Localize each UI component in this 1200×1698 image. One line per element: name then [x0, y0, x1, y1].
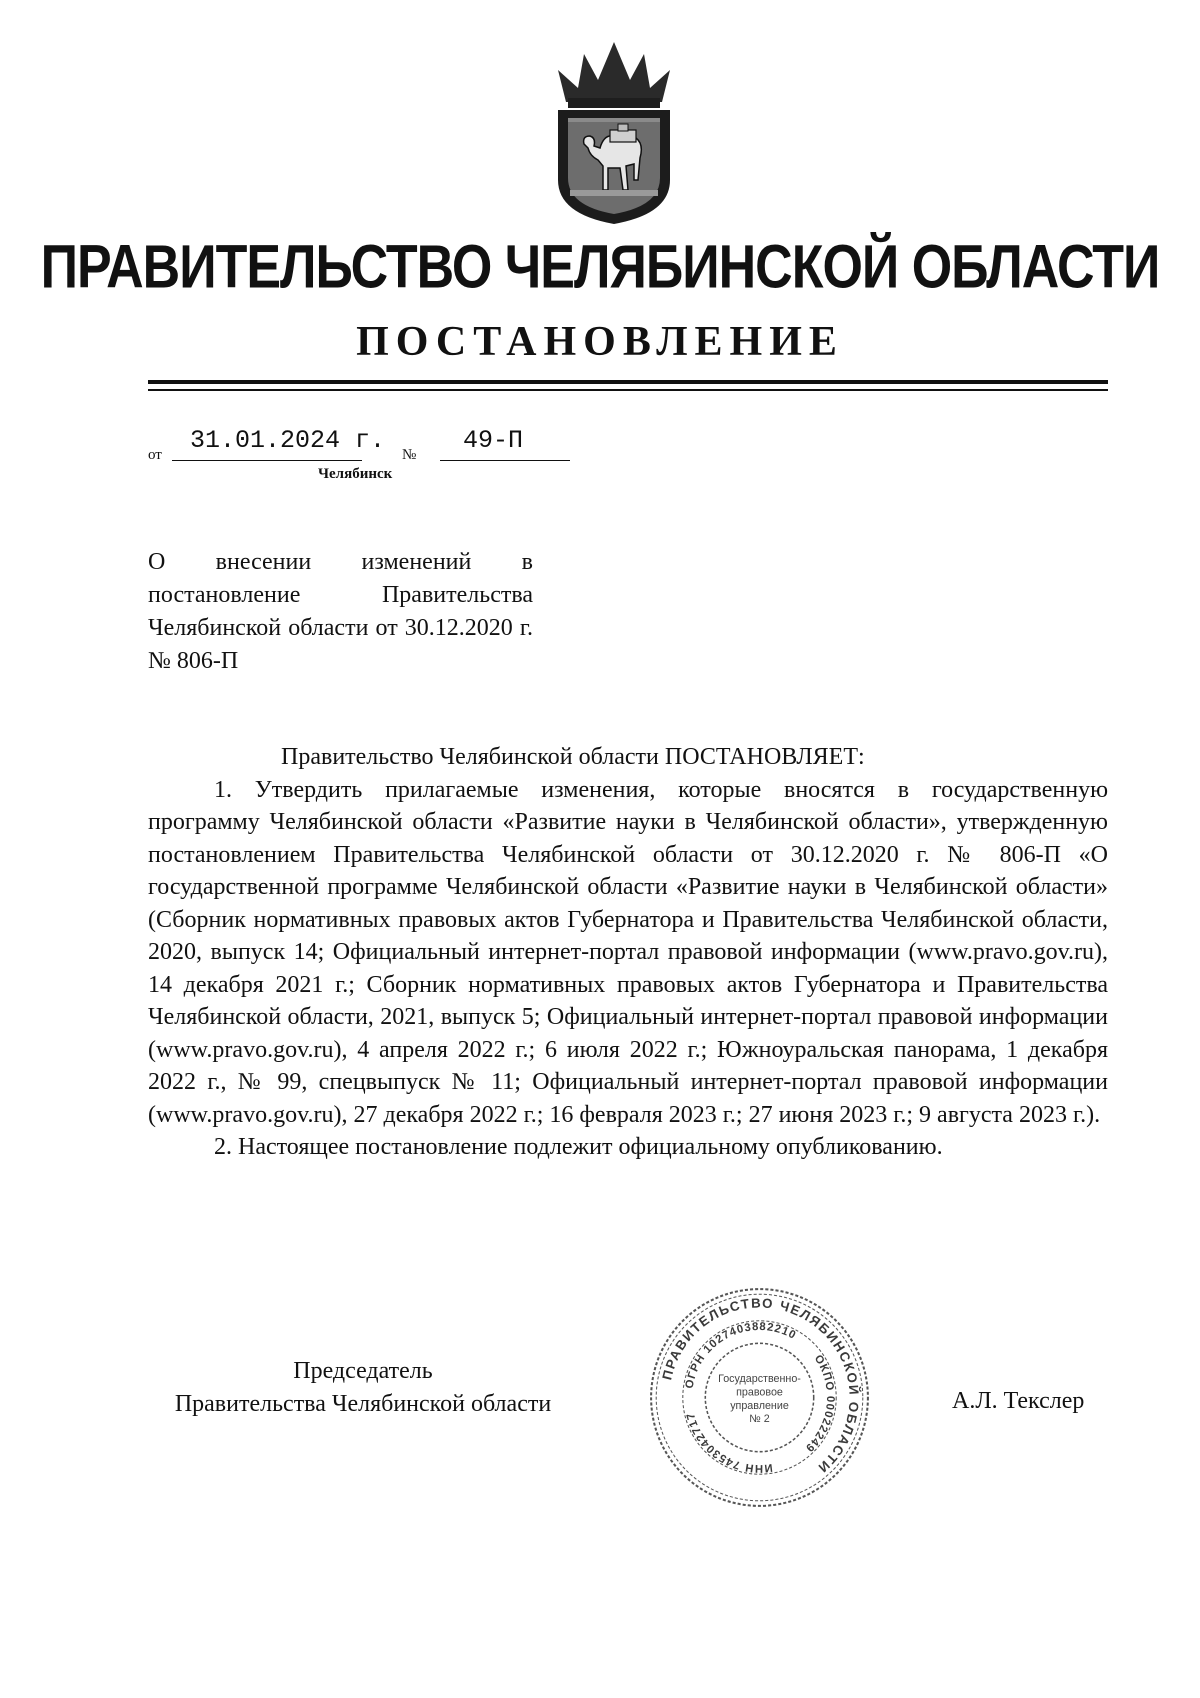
stamp-outer-text: ПРАВИТЕЛЬСТВО ЧЕЛЯБИНСКОЙ ОБЛАСТИ	[659, 1295, 862, 1477]
document-date: 31.01.2024 г.	[190, 426, 386, 455]
coat-of-arms-icon	[548, 40, 680, 226]
number-underline	[440, 460, 570, 461]
document-city: Челябинск	[318, 466, 393, 482]
document-type-title: ПОСТАНОВЛЕНИЕ	[356, 319, 844, 365]
signer-name: А.Л. Текслер	[952, 1388, 1085, 1414]
svg-text:ОКПО 00022249	[802, 1353, 836, 1454]
stamp-ogrn-text: ОГРН 1027403882210	[683, 1320, 799, 1390]
official-seal-stamp	[647, 1285, 872, 1510]
header-rule-thick	[148, 380, 1108, 384]
document-number: 49-П	[463, 426, 524, 455]
header-rule-thin	[148, 389, 1108, 391]
document-subject: О внесении изменений в постановление Правительства Челябинской области от 30.12.2020 г. № 806-П	[148, 549, 533, 674]
date-underline	[172, 460, 362, 461]
clause-1: 1. Утвердить прилагаемые изменения, которые вносятся в государственную программу Челябинской области «Развитие науки в Челябинской области», утвержденную постановлением Правительства Челябинской области от 30.12.2020 г. № 806-П «О государственной программе Челябинской области «Развитие науки в Челябинской области» (Сборник нормативных правовых актов Губернатора и Правительства Челябинской области, 2020, выпуск 14; Официальный интернет-портал правовой информации (www.pravo.gov.ru), 14 декабря 2021 г.; Сборник нормативных правовых актов Губернатора и Правительства Челябинской области, 2021, выпуск 5; Официальный интернет-портал правовой информации (www.pravo.gov.ru), 4 апреля 2022 г.; 6 июля 2022 г.; Южноуральская панорама, 1 декабря 2022 г., № 99, спецвыпуск № 11; Официальный интернет-портал правовой информации (www.pravo.gov.ru), 27 декабря 2022 г.; 16 февраля 2023 г.; 27 июня 2023 г.; 9 августа 2023 г.).	[148, 776, 1108, 1128]
stamp-center-line1: Государственно-	[718, 1373, 801, 1386]
stamp-center-line2: правовое	[736, 1386, 783, 1399]
stamp-center-line4: № 2	[749, 1413, 770, 1426]
organization-title: ПРАВИТЕЛЬСТВО ЧЕЛЯБИНСКОЙ ОБЛАСТИ	[40, 233, 1160, 302]
preamble: Правительство Челябинской области ПОСТАНОВЛЯЕТ:	[281, 744, 865, 770]
document-body	[148, 741, 1108, 1164]
number-prefix-label: №	[402, 447, 417, 463]
date-prefix-label: от	[148, 447, 162, 463]
signer-position-line1: Председатель	[293, 1358, 433, 1384]
clause-2: 2. Настоящее постановление подлежит официальному опубликованию.	[214, 1134, 943, 1160]
signer-position	[148, 1355, 578, 1421]
stamp-inn-text: ИНН 7453042717	[684, 1410, 774, 1475]
stamp-okpo-text: ОКПО 00022249	[802, 1353, 837, 1455]
stamp-center-line3: управление	[730, 1399, 789, 1412]
signer-position-line2: Правительства Челябинской области	[174, 1391, 552, 1417]
